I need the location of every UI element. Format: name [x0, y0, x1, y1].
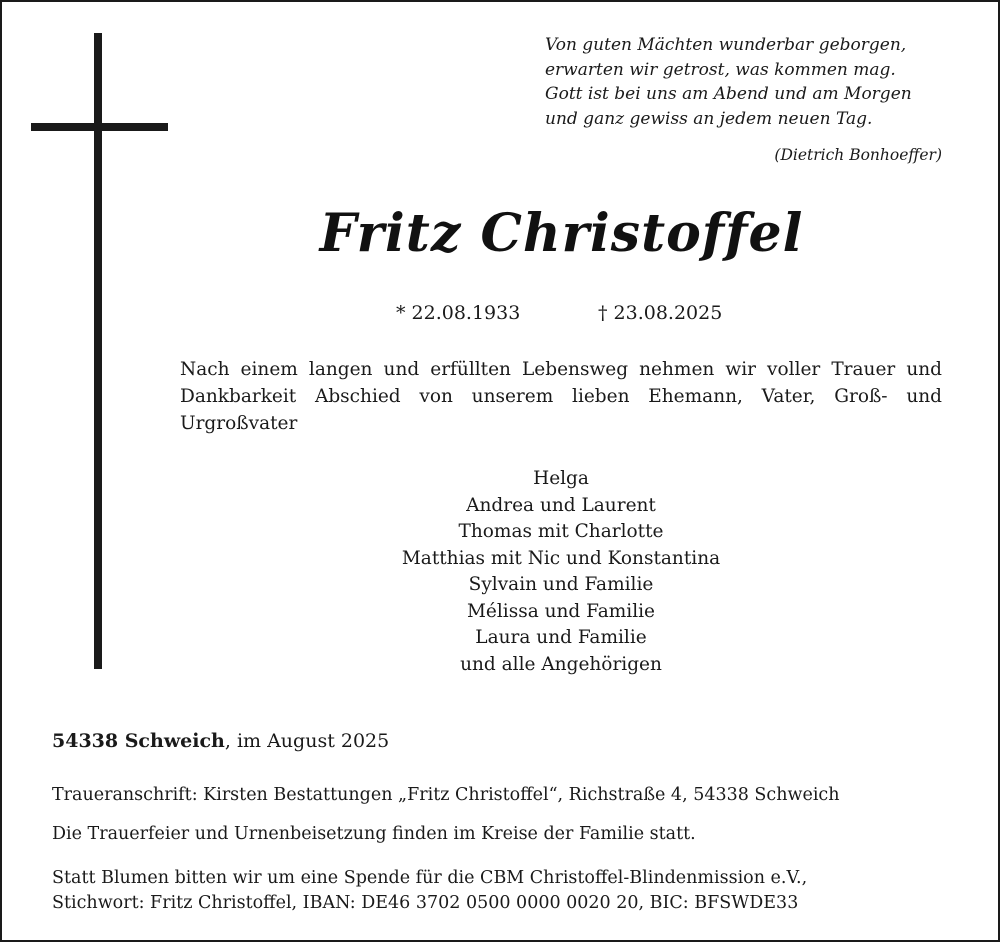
poem-line: Gott ist bei uns am Abend und am Morgen — [545, 84, 912, 104]
deceased-name: Fritz Christoffel — [319, 203, 804, 264]
mourners-list — [360, 466, 762, 678]
donation-line: Statt Blumen bitten wir um eine Spende für die CBM Christoffel-Blindenmission e.V., — [52, 868, 808, 888]
mourning-address: Traueranschrift: Kirsten Bestattungen „Fritz Christoffel“, Richstraße 4, 54338 Schweich — [52, 785, 840, 805]
place-and-date — [52, 730, 389, 752]
poem-line: Von guten Mächten wunderbar geborgen, — [545, 35, 907, 55]
mourner: und alle Angehörigen — [460, 653, 662, 675]
poem-line: und ganz gewiss an jedem neuen Tag. — [545, 108, 873, 129]
ceremony-note: Die Trauerfeier und Urnenbeisetzung finden im Kreise der Familie statt. — [52, 824, 696, 844]
mourner: Helga — [533, 468, 589, 489]
poem — [545, 33, 965, 131]
mourner: Sylvain und Familie — [468, 574, 654, 595]
donation-note — [52, 866, 807, 916]
mourner: Matthias mit Nic und Konstantina — [401, 547, 721, 569]
poem-author: (Dietrich Bonhoeffer) — [774, 146, 942, 164]
mourner: Mélissa und Familie — [466, 600, 656, 622]
mourner: Andrea und Laurent — [466, 494, 656, 516]
place-location: 54338 Schweich — [52, 730, 225, 752]
mourner: Laura und Familie — [475, 627, 647, 648]
donation-line: Stichwort: Fritz Christoffel, IBAN: DE46 3702 0500 0000 0020 20, BIC: BFSWDE33 — [52, 893, 799, 913]
intro-text: Nach einem langen und erfüllten Lebensweg nehmen wir voller Trauer und Dankbarkeit Abschied von unserem lieben Ehemann, Vater, Groß- und Urgroßvater — [180, 359, 942, 434]
birth-date: * 22.08.1933 — [396, 302, 521, 324]
place-date: , im August 2025 — [224, 730, 390, 752]
death-date: † 23.08.2025 — [598, 302, 723, 324]
cross-horizontal-bar — [31, 123, 168, 131]
mourner: Thomas mit Charlotte — [458, 521, 664, 542]
poem-line: erwarten wir getrost, was kommen mag. — [545, 59, 896, 80]
